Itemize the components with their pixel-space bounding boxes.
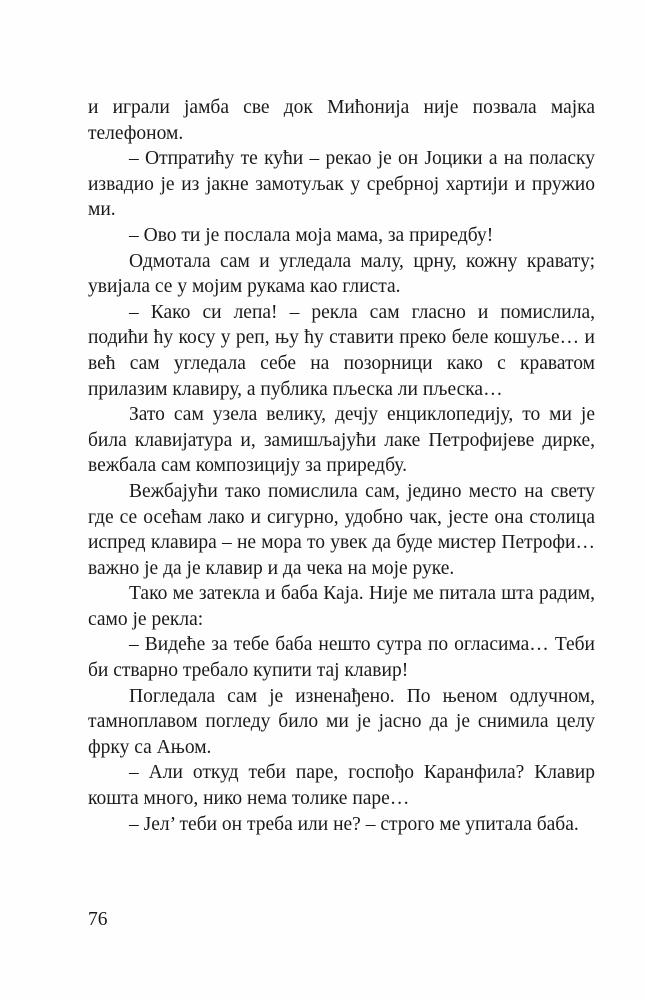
paragraph: – Видеће за тебе баба нешто сутра по огласима… Теби би стварно требало купити тај клавир!: [88, 634, 595, 682]
page-number: 76: [88, 909, 108, 930]
paragraph: Погледала сам је изненађено. По њеном одлучном, тамноплавом погледу било ми је јасно да је снимила целу фрку са Ањом.: [88, 685, 595, 758]
paragraph: – Ово ти је послала моја мама, за приредбу!: [129, 224, 494, 246]
paragraph: Зато сам узела велику, дечју енциклопедију, то ми је била клавијатура и, замишљајући лаке Петрофијеве дирке, вежбала сам композицију за приредбу.: [88, 404, 595, 477]
paragraph: – Отпратићу те кући – рекао је он Јоцики а на поласку извадио је из јакне замотуљак у сребрној хартији и пружио ми.: [88, 148, 595, 221]
paragraph: Одмотала сам и угледала малу, црну, кожну кравату; увијала се у мојим рукама као глиста.: [88, 250, 595, 298]
paragraph: и играли јамба све док Мићонија није позвала мајка телефоном.: [88, 97, 595, 144]
paragraph: – Али откуд теби паре, госпођо Каранфила? Клавир кошта много, нико нема толике паре…: [88, 762, 595, 810]
paragraph: Вежбајући тако помислила сам, једино место на свету где се осећам лако и сигурно, удобно чак, јесте она столица испред клавира – не мора то увек да буде мистер Петрофи… важно је да је клавир и да чека на моје руке.: [88, 480, 595, 579]
body-text: [88, 95, 595, 837]
paragraph: – Јел’ теби он треба или не? – строго ме упитала баба.: [129, 813, 579, 835]
paragraph: Тако ме затекла и баба Каја. Није ме питала шта радим, само је рекла:: [88, 583, 595, 630]
paragraph: – Како си лепа! – рекла сам гласно и помислила, подићи ћу косу у реп, њу ћу ставити преко беле кошуље… и већ сам угледала себе на позорници како с краватом прилазим клавиру, а публика пљеска ли пљеска…: [88, 301, 595, 400]
